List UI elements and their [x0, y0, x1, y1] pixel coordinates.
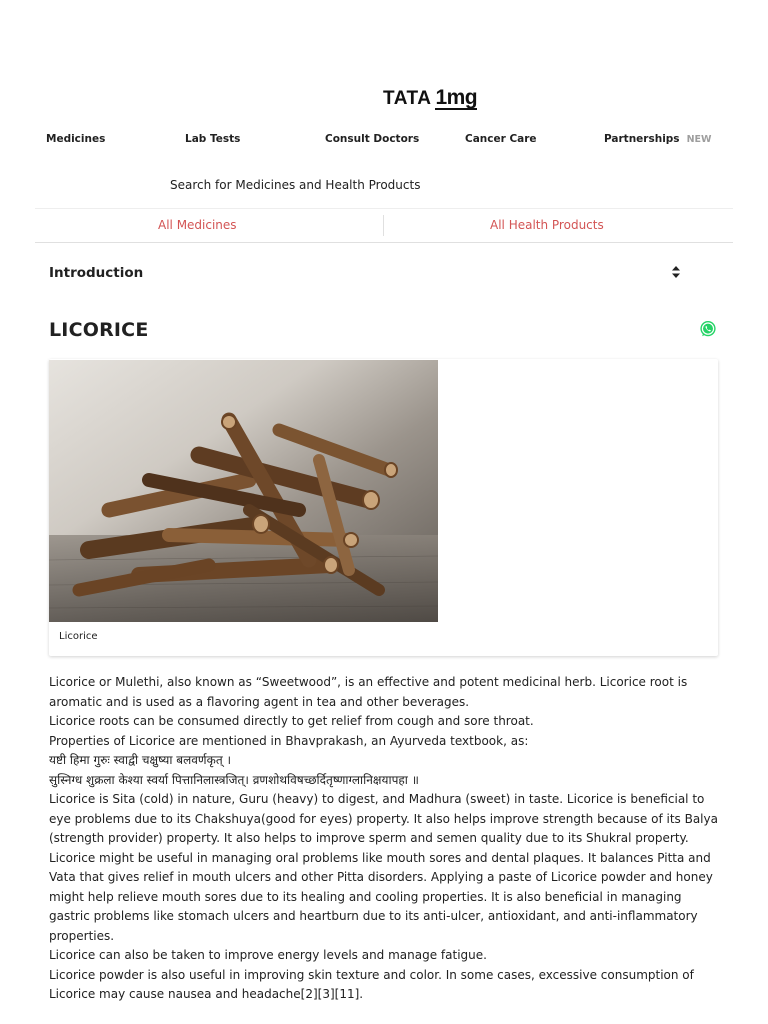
main-nav: [0, 133, 768, 149]
new-badge: NEW: [686, 134, 712, 145]
paragraph: Licorice can also be taken to improve energy levels and manage fatigue.: [49, 948, 487, 962]
article-title: LICORICE: [49, 319, 149, 341]
section-title: Introduction: [49, 265, 144, 281]
search-input[interactable]: Search for Medicines and Health Products: [170, 178, 421, 192]
logo-1mg-text: 1mg: [435, 86, 478, 109]
image-caption: Licorice: [59, 631, 98, 642]
sort-toggle-icon[interactable]: [671, 265, 681, 279]
nav-item-partnerships-label: Partnerships: [604, 133, 680, 145]
sanskrit-verse-line: सुस्निग्ध शुक्रला केश्या स्वर्या पित्तानिलास्त्रजित्। व्रणशोथविषच्छर्दितृष्णाग्लानिक्षयापहा ॥: [49, 772, 419, 787]
logo-tata-text: TATA: [383, 88, 432, 109]
paragraph: Licorice powder is also useful in improving skin texture and color. In some cases, excessive consumption of Licorice may cause nausea and headache[2][3][11].: [49, 967, 694, 1001]
nav-item-lab-tests[interactable]: Lab Tests: [185, 133, 241, 145]
nav-item-partnerships[interactable]: [604, 133, 711, 145]
article-body: [49, 673, 721, 1005]
nav-item-cancer-care[interactable]: Cancer Care: [465, 133, 537, 145]
tab-all-medicines[interactable]: All Medicines: [158, 218, 237, 232]
sanskrit-verse-line: यष्टी हिमा गुरुः स्वाद्वी चक्षुष्या बलवर्णकृत् ।: [49, 753, 232, 767]
paragraph: Licorice roots can be consumed directly to get relief from cough and sore throat.: [49, 714, 534, 728]
tata-1mg-logo[interactable]: [383, 86, 477, 112]
nav-item-medicines[interactable]: Medicines: [46, 133, 106, 145]
licorice-root-photo: [49, 360, 438, 622]
whatsapp-icon[interactable]: [699, 320, 717, 338]
nav-item-consult-doctors[interactable]: Consult Doctors: [325, 133, 420, 145]
tab-all-health-products[interactable]: All Health Products: [490, 218, 604, 232]
introduction-section-header[interactable]: [49, 262, 681, 282]
paragraph: Licorice is Sita (cold) in nature, Guru (heavy) to digest, and Madhura (sweet) in taste. Licorice is beneficial to eye problems due to its Chakshuya(good for eyes) property. It also helps improve strength because of its Balya (strength provider) property. It also helps to improve sperm and semen quality due to its Shukral property.: [49, 792, 718, 845]
tab-divider: [383, 215, 384, 236]
paragraph: Licorice might be useful in managing oral problems like mouth sores and dental plaques. It balances Pitta and Vata that gives relief in mouth ulcers and other Pitta disorders. Applying a paste of Licorice powder and honey might help relieve mouth sores due to its healing and cooling properties. It is also beneficial in managing gastric problems like stomach ulcers and heartburn due to its anti-ulcer, antioxidant, and anti-inflammatory properties.: [49, 850, 713, 943]
paragraph: Licorice or Mulethi, also known as “Sweetwood”, is an effective and potent medicinal herb. Licorice root is aromatic and is used as a flavoring agent in tea and other beverages.: [49, 675, 688, 709]
image-card: [49, 359, 718, 656]
product-tabs: [35, 208, 733, 243]
paragraph: Properties of Licorice are mentioned in Bhavprakash, an Ayurveda textbook, as:: [49, 733, 529, 748]
